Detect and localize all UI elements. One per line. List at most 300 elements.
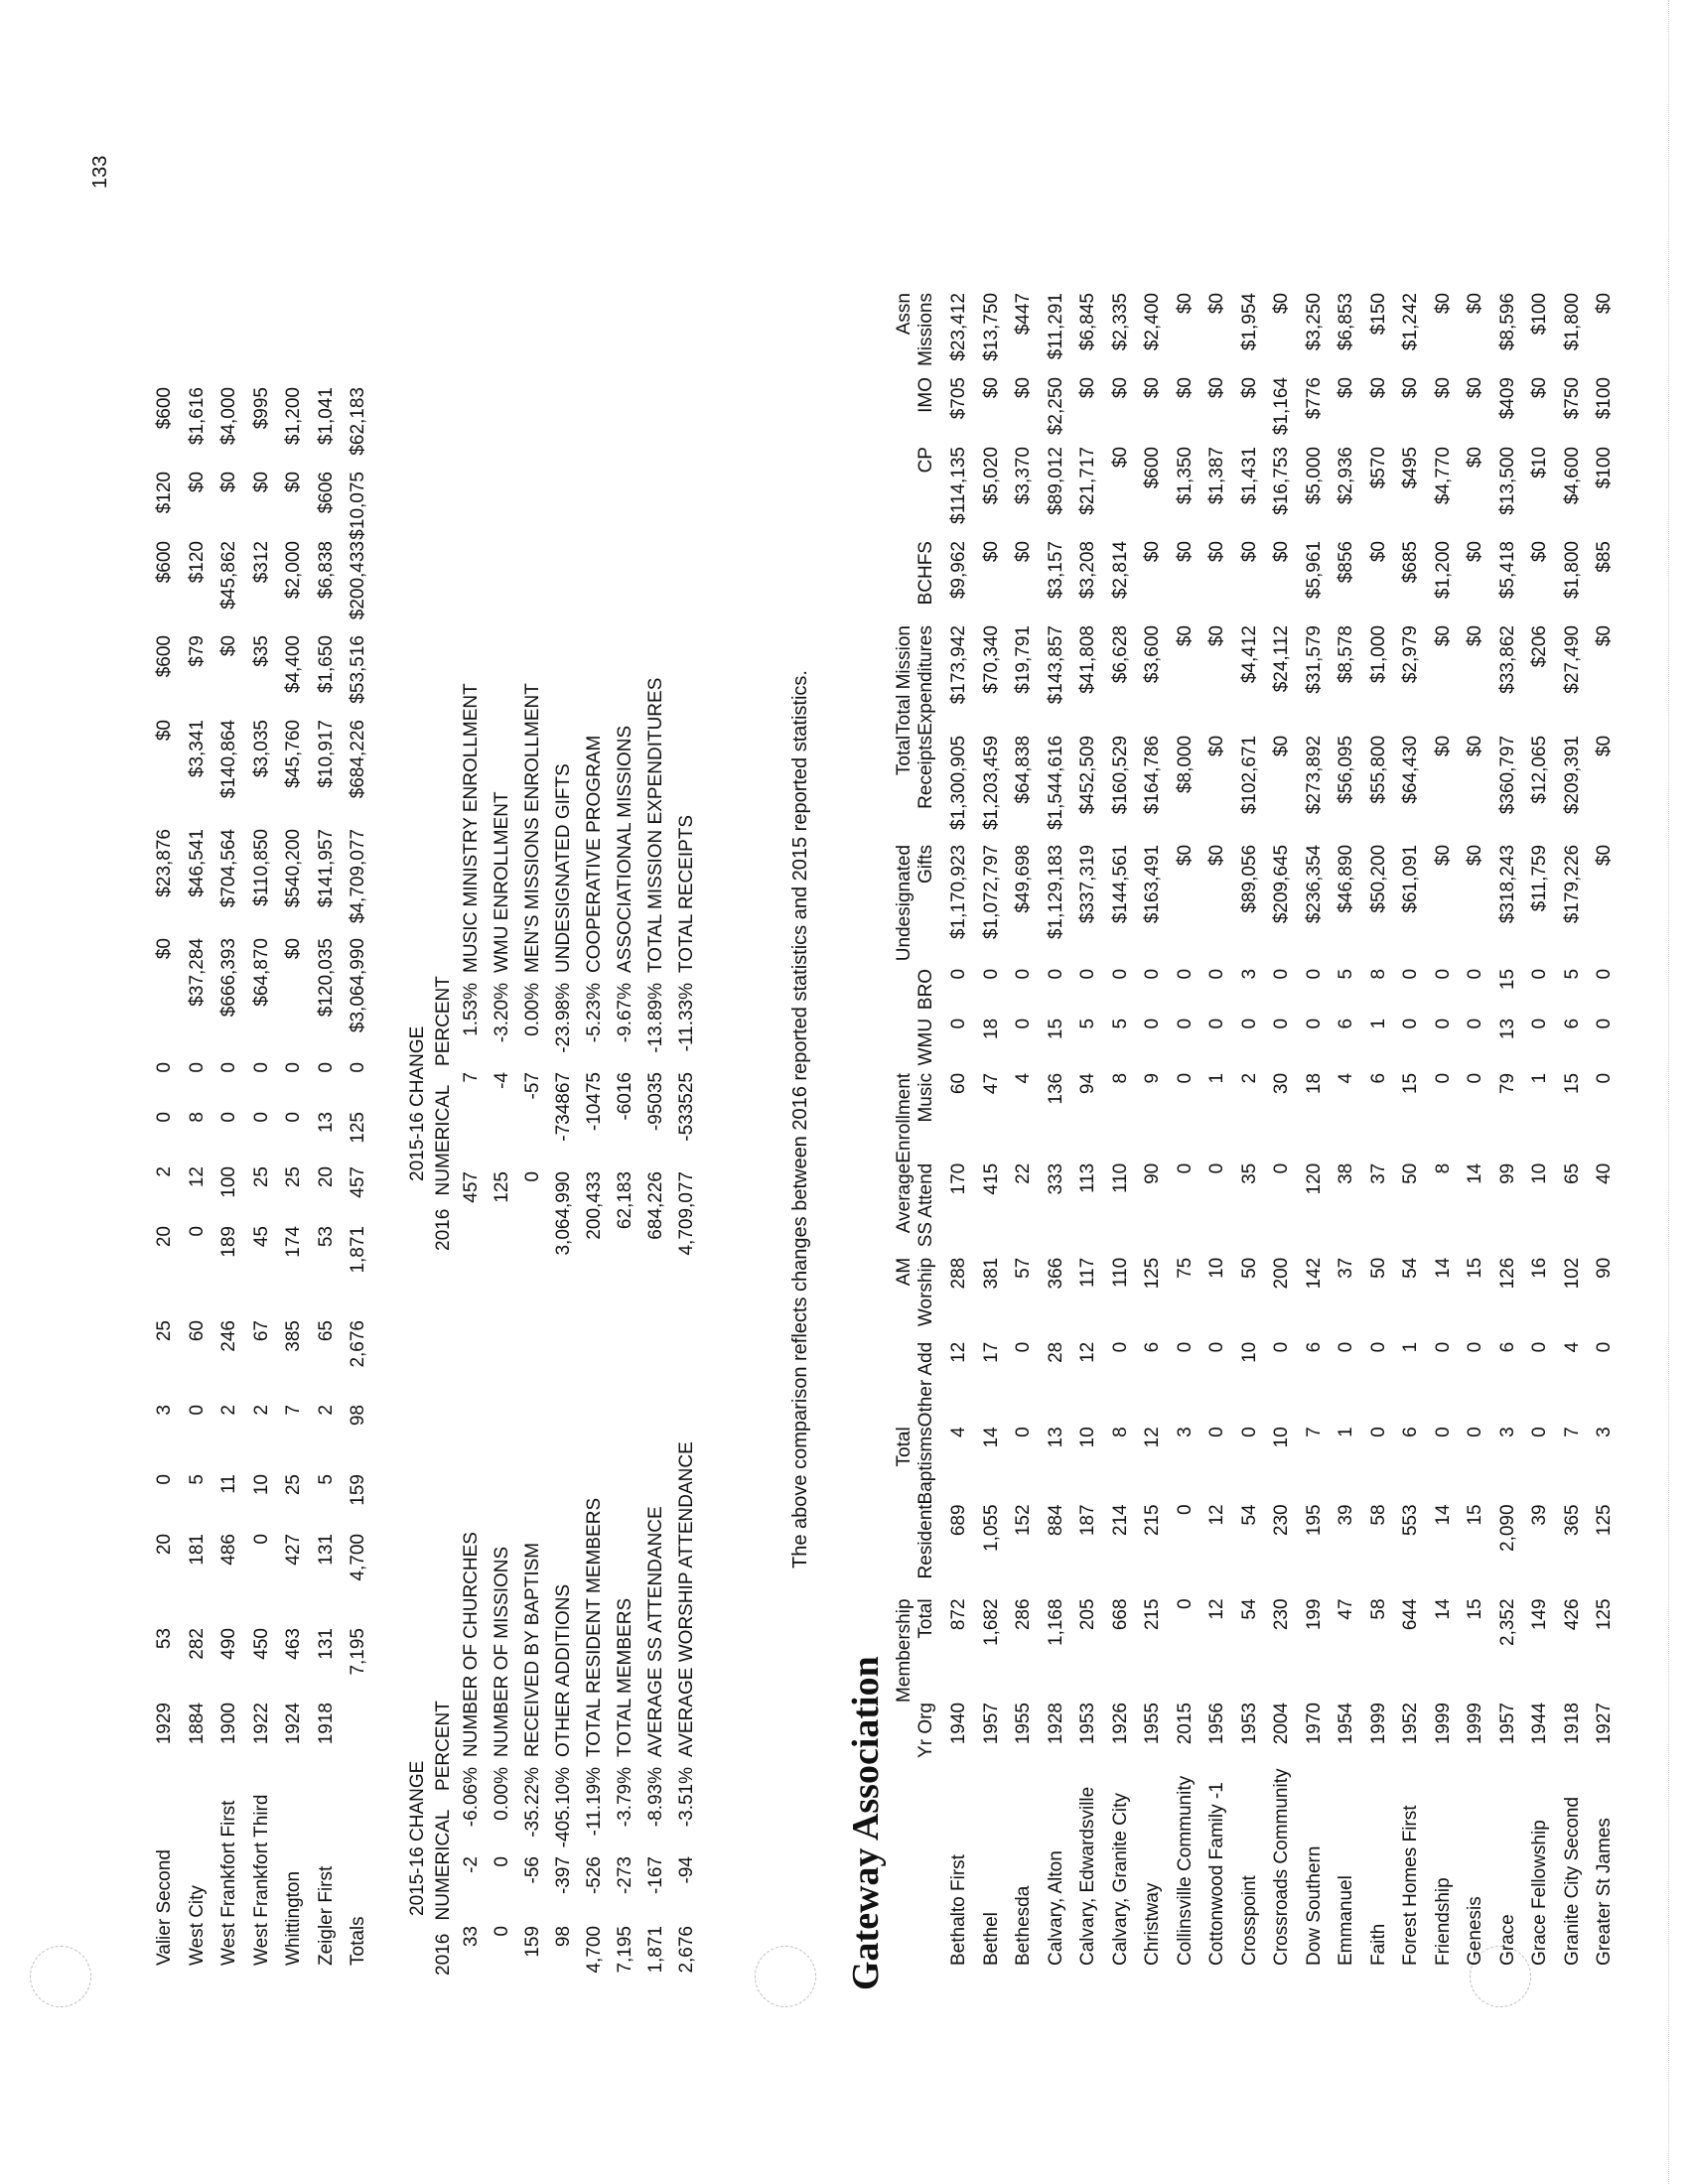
table-row — [1137, 293, 1170, 1966]
cell-value: 0 — [1174, 1162, 1196, 1174]
column-header — [894, 1504, 943, 1598]
cell-value: 0 — [1303, 1018, 1325, 1029]
cell-value: 189 — [218, 1226, 239, 1258]
column-header-bottom: IMO — [916, 377, 936, 413]
cell-value: 0 — [1013, 1341, 1034, 1353]
cell-value: 53 — [315, 1226, 337, 1248]
cell-value: $0 — [1013, 541, 1034, 563]
change-value: 0 — [522, 1171, 543, 1182]
col-2016-left: 2016 — [433, 1933, 454, 1976]
cell-value: 0 — [1432, 1427, 1454, 1437]
cell-value: 1 — [1367, 1018, 1389, 1029]
cell-value: 1924 — [283, 1703, 304, 1745]
change-value: 62,183 — [615, 1171, 635, 1230]
cell-value: 12 — [948, 1341, 969, 1363]
cell-value: 35 — [1238, 1162, 1260, 1184]
cell-value: $24,112 — [1271, 625, 1292, 693]
cell-value: 3 — [1174, 1427, 1196, 1437]
cell-value: $0 — [1465, 293, 1485, 315]
cell-value: 0 — [1174, 1018, 1196, 1029]
cell-value: 10 — [1077, 1427, 1098, 1448]
cell-value: 126 — [1496, 1257, 1518, 1290]
cell-value: 6 — [1303, 1341, 1325, 1353]
column-header-bottom: Total — [916, 1598, 936, 1639]
cell-value: 0 — [1303, 968, 1325, 980]
cell-value: 1955 — [1142, 1703, 1163, 1745]
cell-value: 872 — [948, 1598, 969, 1631]
cell-value: 689 — [948, 1504, 969, 1537]
cell-value: 8 — [1367, 968, 1389, 980]
change-value: -35.22% — [522, 1767, 543, 1838]
cell-value: $0 — [218, 635, 239, 657]
header-row — [894, 293, 943, 1966]
column-header — [894, 293, 943, 377]
cell-value: $1,000 — [1367, 625, 1389, 684]
cell-value: 8 — [186, 1112, 208, 1123]
change-row — [671, 1441, 702, 1976]
cell-value: $0 — [1142, 541, 1163, 563]
column-header-bottom: Resident — [916, 1504, 936, 1579]
cell-value: 0 — [1013, 968, 1034, 980]
cell-value: 3 — [1238, 968, 1260, 980]
cell-value: 6 — [1336, 1018, 1356, 1029]
table-row — [943, 293, 976, 1966]
cell-value: 0 — [1271, 1162, 1292, 1174]
cell-value: 57 — [1013, 1257, 1034, 1279]
table-row — [1557, 293, 1590, 1966]
cell-value: 0 — [1206, 1162, 1227, 1174]
cell-value: 125 — [1142, 1257, 1163, 1290]
cell-value: 58 — [1367, 1504, 1389, 1526]
cell-value: 0 — [948, 968, 969, 980]
cell-value: 0 — [186, 1062, 208, 1073]
cell-value: $0 — [283, 938, 304, 960]
change-value: -5.23% — [584, 983, 605, 1043]
column-header-top: Total — [894, 1427, 915, 1467]
column-header-top — [894, 1504, 916, 1598]
cell-value: 0 — [1432, 1341, 1454, 1353]
cell-value: 50 — [1367, 1257, 1389, 1279]
cell-value: 195 — [1303, 1504, 1325, 1537]
column-header-top: Enrollment — [894, 1072, 915, 1163]
cell-value: 25 — [283, 1474, 304, 1496]
cell-value: 0 — [1465, 968, 1485, 980]
cell-value: $0 — [250, 472, 272, 493]
cell-value: 1999 — [1465, 1703, 1485, 1745]
column-header — [894, 1762, 943, 1966]
cell-value: 0 — [1077, 968, 1098, 980]
cell-value: 15 — [1400, 1072, 1421, 1095]
change-value: -2 — [461, 1856, 482, 1873]
cell-value: 45 — [250, 1226, 272, 1248]
cell-value: $5,020 — [980, 447, 1002, 505]
cell-value: $89,056 — [1238, 844, 1260, 913]
church-name: West City — [186, 1885, 208, 1966]
change-value: 98 — [553, 1926, 574, 1948]
church-name: Calvary, Granite City — [1109, 1793, 1131, 1966]
cell-value: $2,335 — [1109, 293, 1131, 351]
cell-value: 110 — [1109, 1162, 1131, 1194]
change-label: NUMBER OF CHURCHES — [461, 1532, 482, 1757]
cell-value: $0 — [1238, 541, 1260, 563]
change-row — [517, 1441, 548, 1976]
cell-value: $600 — [154, 635, 175, 678]
cell-value: 13 — [1045, 1427, 1066, 1448]
change-row — [610, 678, 640, 1281]
cell-value: 3 — [1594, 1427, 1615, 1437]
cell-value: $11,291 — [1045, 293, 1066, 360]
cell-value: 47 — [980, 1072, 1002, 1095]
cell-value: $0 — [1206, 625, 1227, 647]
cell-value: 102 — [1561, 1257, 1583, 1290]
gateway-table — [894, 293, 1622, 1966]
cell-value: 8 — [1109, 1072, 1131, 1084]
cell-value: 5 — [1336, 968, 1356, 980]
church-name: Valier Second — [154, 1849, 175, 1966]
cell-value: $600 — [1142, 447, 1163, 489]
cell-value: $0 — [1432, 735, 1454, 757]
cell-value: $49,698 — [1013, 844, 1034, 913]
church-name: Cottonwood Family -1 — [1206, 1782, 1227, 1966]
table-row — [246, 387, 279, 1966]
cell-value: 20 — [154, 1534, 175, 1556]
cell-value: $1,203,459 — [980, 735, 1002, 831]
cell-value: 0 — [1594, 968, 1615, 980]
cell-value: 1929 — [154, 1703, 175, 1745]
cell-value: $3,600 — [1142, 625, 1163, 684]
change-row — [640, 678, 671, 1281]
cell-value: $0 — [154, 720, 175, 742]
cell-value: $0 — [1529, 377, 1550, 399]
cell-value: 0 — [1174, 1598, 1196, 1610]
cell-value: 0 — [250, 1534, 272, 1545]
cell-value: $600 — [154, 541, 175, 584]
cell-value: $62,183 — [348, 387, 368, 456]
cell-value: 40 — [1594, 1162, 1615, 1184]
cell-value: $64,838 — [1013, 735, 1034, 804]
change-label: TOTAL MEMBERS — [615, 1597, 635, 1757]
cell-value: 2004 — [1271, 1703, 1292, 1745]
cell-value: $1,650 — [315, 635, 337, 694]
column-header — [894, 845, 943, 969]
cell-value: 1,055 — [980, 1504, 1002, 1552]
cell-value: 1952 — [1400, 1703, 1421, 1745]
cell-value: 11 — [218, 1474, 239, 1494]
cell-value: 286 — [1013, 1598, 1034, 1631]
change-value: 0.00% — [492, 1767, 512, 1821]
cell-value: $0 — [1174, 377, 1196, 399]
change-row — [487, 678, 517, 1281]
change-row — [548, 1441, 579, 1976]
change-value: -11.19% — [584, 1767, 605, 1837]
cell-value: $1,954 — [1238, 293, 1260, 351]
column-header-top: AM — [894, 1257, 915, 1287]
cell-value: $1,431 — [1238, 447, 1260, 505]
change-value: -56 — [522, 1856, 543, 1884]
cell-value: 25 — [250, 1166, 272, 1188]
column-header — [894, 1598, 943, 1703]
change-value: -4 — [492, 1072, 512, 1089]
change-value: -3.20% — [492, 983, 512, 1043]
cell-value: 200 — [1271, 1257, 1292, 1290]
cell-value: 6 — [1496, 1341, 1518, 1353]
church-name: Christway — [1142, 1882, 1163, 1966]
cell-value: $70,340 — [980, 625, 1002, 694]
cell-value: 1900 — [218, 1703, 239, 1745]
association-title: Gateway Association — [845, 1656, 887, 1990]
cell-value: 0 — [1529, 1341, 1550, 1353]
cell-value: $206 — [1529, 625, 1550, 668]
table-row — [311, 387, 344, 1966]
cell-value: 0 — [1109, 968, 1131, 980]
cell-value: 65 — [1561, 1162, 1583, 1184]
cell-value: $0 — [1109, 447, 1131, 469]
cell-value: $45,862 — [218, 541, 239, 610]
cell-value: $9,962 — [948, 541, 969, 600]
cell-value: 25 — [154, 1320, 175, 1342]
cell-value: 205 — [1077, 1598, 1098, 1631]
change-value: 159 — [522, 1926, 543, 1958]
cell-value: 2 — [250, 1405, 272, 1416]
table-row — [1524, 293, 1557, 1966]
cell-value: $13,750 — [980, 293, 1002, 361]
cell-value: $10 — [1529, 447, 1550, 478]
cell-value: 0 — [154, 1474, 175, 1485]
cell-value: 1957 — [1496, 1703, 1518, 1745]
cell-value: 7 — [283, 1405, 304, 1416]
cell-value: $452,509 — [1077, 735, 1098, 815]
cell-value: $114,135 — [948, 447, 969, 524]
cell-value: 5 — [1561, 968, 1583, 980]
cell-value: $1,164 — [1271, 377, 1292, 436]
cell-value: $2,400 — [1142, 293, 1163, 351]
change-label: OTHER ADDITIONS — [553, 1583, 574, 1757]
cell-value: $236,354 — [1303, 844, 1325, 924]
cell-value: 15 — [1465, 1257, 1485, 1279]
cell-value: 22 — [1013, 1162, 1034, 1184]
change-value: 7,195 — [615, 1926, 635, 1974]
change-row — [640, 1441, 671, 1976]
cell-value: 0 — [1206, 1341, 1227, 1353]
cell-value: 5 — [1109, 1018, 1131, 1029]
cell-value: $23,876 — [154, 829, 175, 897]
cell-value: 7 — [1561, 1427, 1583, 1437]
page-number: 133 — [89, 155, 111, 189]
change-value: -95035 — [645, 1072, 666, 1132]
cell-value: 1928 — [1045, 1703, 1066, 1745]
column-header-bottom: Other Add — [916, 1341, 936, 1428]
cell-value: 10 — [1271, 1427, 1292, 1448]
column-header-top — [916, 1762, 937, 1966]
cell-value: 39 — [1336, 1504, 1356, 1526]
cell-value: 136 — [1045, 1072, 1066, 1105]
cell-value: $684,226 — [348, 720, 368, 799]
cell-value: $5,418 — [1496, 541, 1518, 600]
change-value: 4,709,077 — [676, 1171, 697, 1256]
cell-value: 1,682 — [980, 1598, 1002, 1646]
cell-value: $0 — [1367, 377, 1389, 399]
cell-value: 50 — [1400, 1162, 1421, 1184]
church-name: West Frankfort First — [218, 1800, 239, 1966]
column-header — [894, 1019, 943, 1073]
cell-value: 113 — [1077, 1162, 1098, 1194]
cell-value: 553 — [1400, 1504, 1421, 1537]
cell-value: 0 — [1465, 1072, 1485, 1084]
cell-value: 0 — [1013, 1427, 1034, 1437]
change-label: AVERAGE SS ATTENDANCE — [645, 1506, 666, 1757]
church-name: Granite City Second — [1561, 1796, 1583, 1966]
cell-value: 99 — [1496, 1162, 1518, 1184]
cell-value: $0 — [1271, 293, 1292, 315]
church-name: Bethesda — [1013, 1885, 1034, 1966]
cell-value: 4 — [1561, 1341, 1583, 1353]
cell-value: $337,319 — [1077, 844, 1098, 924]
column-header-bottom: Worship — [916, 1257, 936, 1327]
cell-value: $55,800 — [1367, 735, 1389, 804]
change-summary — [402, 189, 819, 1976]
cell-value: 463 — [283, 1628, 304, 1660]
cell-value: 366 — [1045, 1257, 1066, 1290]
change-row — [517, 678, 548, 1281]
cell-value: 0 — [1142, 968, 1163, 980]
table-row — [1331, 293, 1363, 1966]
cell-value: 120 — [1303, 1162, 1325, 1195]
column-header-bottom: Receipts — [916, 735, 936, 809]
cell-value: 215 — [1142, 1504, 1163, 1537]
church-name: Bethalto First — [948, 1854, 969, 1966]
change-row — [671, 678, 702, 1281]
cell-value: $140,864 — [218, 720, 239, 799]
cell-value: $8,578 — [1336, 625, 1356, 684]
cell-value: $0 — [1594, 293, 1615, 315]
cell-value: 0 — [250, 1062, 272, 1073]
cell-value: $4,000 — [218, 387, 239, 446]
change-row — [487, 1441, 517, 1976]
cell-value: 0 — [348, 1062, 368, 1073]
cell-value: $200,433 — [348, 541, 368, 620]
cell-value: 14 — [980, 1427, 1002, 1448]
cell-value: $2,250 — [1045, 377, 1066, 436]
cell-value: $750 — [1561, 377, 1583, 420]
cell-value: 15 — [1045, 1018, 1066, 1040]
cell-value: 9 — [1142, 1072, 1163, 1084]
table-row — [1266, 293, 1299, 1966]
cell-value: $409 — [1496, 377, 1518, 420]
church-name: Faith — [1367, 1923, 1389, 1966]
cell-value: 58 — [1367, 1598, 1389, 1620]
cell-value: 0 — [1432, 1018, 1454, 1029]
cell-value: 0 — [1045, 968, 1066, 980]
cell-value: 159 — [348, 1474, 368, 1506]
cell-value: 1926 — [1109, 1703, 1131, 1745]
cell-value: $6,628 — [1109, 625, 1131, 684]
cell-value: $0 — [1271, 735, 1292, 757]
cell-value: 18 — [1303, 1072, 1325, 1095]
cell-value: $1,350 — [1174, 447, 1196, 505]
cell-value: $447 — [1013, 293, 1034, 336]
cell-value: 0 — [1367, 1341, 1389, 1353]
column-header-top: Total — [894, 735, 915, 776]
cell-value: 4 — [1336, 1072, 1356, 1084]
cell-value: $89,012 — [1045, 447, 1066, 515]
cell-value: 2 — [1238, 1072, 1260, 1084]
cell-value: $37,284 — [186, 938, 208, 1007]
cell-value: 15 — [1561, 1072, 1583, 1095]
cell-value: 0 — [186, 1226, 208, 1237]
cell-value: 110 — [1109, 1257, 1131, 1289]
cell-value: $704,564 — [218, 829, 239, 908]
cell-value: 490 — [218, 1628, 239, 1660]
table-row — [1008, 293, 1041, 1966]
cell-value: 1 — [1206, 1072, 1227, 1084]
cell-value: 170 — [948, 1162, 969, 1195]
cell-value: 8 — [1109, 1427, 1131, 1437]
cell-value: 2,090 — [1496, 1504, 1518, 1552]
cell-value: $35 — [250, 635, 272, 667]
cell-value: $0 — [1238, 377, 1260, 399]
cell-value: $0 — [1594, 735, 1615, 757]
cell-value: 0 — [250, 1112, 272, 1123]
table-row — [1201, 293, 1234, 1966]
cell-value: $0 — [1174, 625, 1196, 647]
column-header-bottom: Yr Org — [916, 1703, 936, 1758]
cell-value: $1,200 — [283, 387, 304, 446]
cell-value: 0 — [1432, 968, 1454, 980]
church-name: Whittington — [283, 1870, 304, 1966]
col-percent-right: PERCENT — [433, 976, 454, 1066]
cell-value: 4 — [1013, 1072, 1034, 1084]
cell-value: 3 — [1496, 1427, 1518, 1437]
cell-value: $64,430 — [1400, 735, 1421, 804]
cell-value: $3,370 — [1013, 447, 1034, 505]
column-header — [894, 377, 943, 447]
cell-value: $606 — [315, 472, 337, 514]
cell-value: 1,871 — [348, 1226, 368, 1274]
change-heading-left: 2015-16 CHANGE — [407, 1760, 428, 1916]
cell-value: 385 — [283, 1320, 304, 1352]
cell-value: $6,838 — [315, 541, 337, 600]
cell-value: $4,600 — [1561, 447, 1583, 505]
cell-value: 8 — [1432, 1162, 1454, 1174]
cell-value: 0 — [1465, 1427, 1485, 1437]
church-name: Crossroads Community — [1271, 1768, 1292, 1966]
cell-value: $150 — [1367, 293, 1389, 336]
cell-value: 37 — [1367, 1162, 1389, 1184]
cell-value: 415 — [980, 1162, 1002, 1195]
cell-value: $0 — [154, 938, 175, 960]
cell-value: $0 — [980, 377, 1002, 399]
cell-value: 12 — [1142, 1427, 1163, 1448]
cell-value: $46,541 — [186, 829, 208, 897]
cell-value: 644 — [1400, 1598, 1421, 1631]
table-row — [1363, 293, 1396, 1966]
cell-value: $570 — [1367, 447, 1389, 489]
column-header — [894, 1703, 943, 1762]
cell-value: 199 — [1303, 1598, 1325, 1631]
column-header-top — [894, 377, 916, 447]
change-value: 7 — [461, 1072, 482, 1083]
cell-value: 6 — [1367, 1072, 1389, 1084]
column-header — [894, 1427, 943, 1504]
cell-value: $179,226 — [1561, 844, 1583, 924]
cell-value: 14 — [1465, 1162, 1485, 1184]
cell-value: 187 — [1077, 1504, 1098, 1537]
table-row — [213, 387, 246, 1966]
cell-value: 1884 — [186, 1703, 208, 1745]
cell-value: 6 — [1561, 1018, 1583, 1029]
change-label: RECEIVED BY BAPTISM — [522, 1542, 543, 1757]
cell-value: 0 — [1174, 1072, 1196, 1084]
